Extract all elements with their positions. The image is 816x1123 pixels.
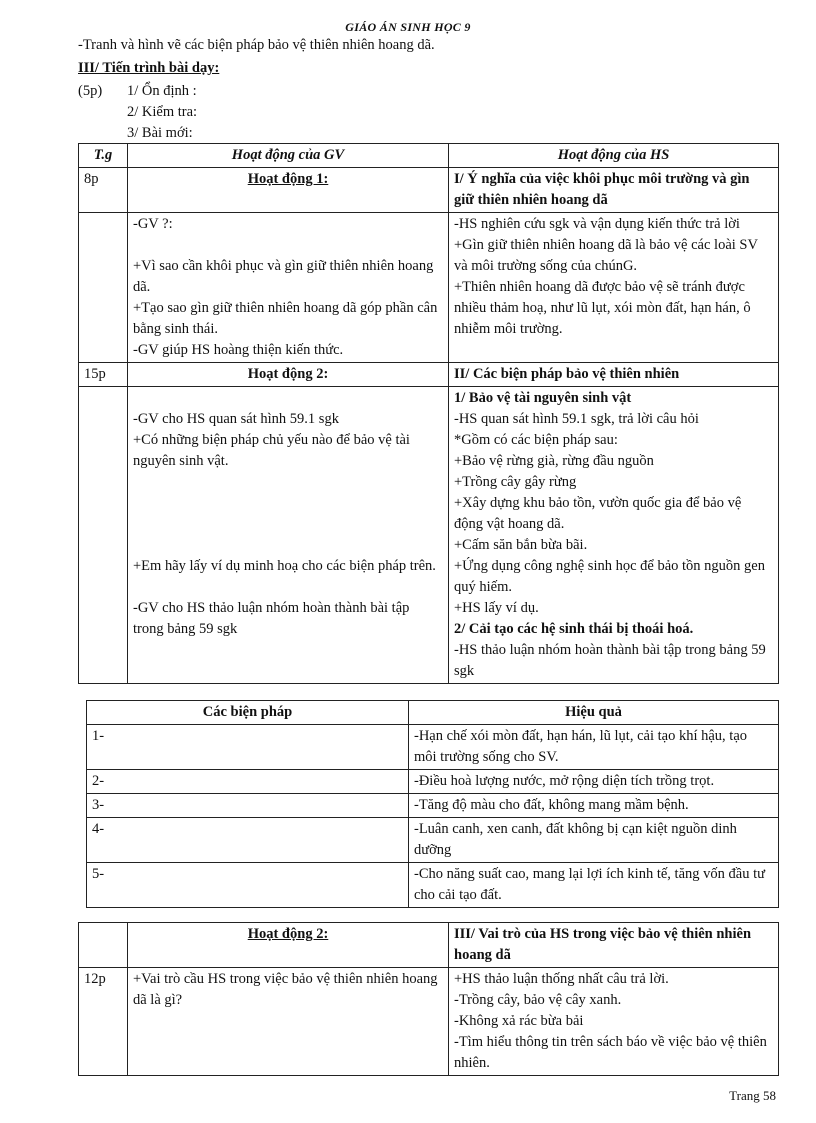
gv-line: +Tạo sao gìn giữ thiên nhiên hoang dã góp phần cân bằng sinh thái. — [133, 300, 438, 337]
time-cell: 8p — [79, 168, 128, 213]
hs-line: -HS nghiên cứu sgk và vận dụng kiến thức trả lời — [454, 216, 740, 232]
hs-line: +Xây dựng khu bảo tồn, vườn quốc gia để bảo vệ động vật hoang dã. — [454, 495, 742, 532]
time-cell — [79, 387, 128, 684]
col-header-effect: Hiệu quả — [409, 701, 779, 725]
effect-cell: -Điều hoà lượng nước, mở rộng diện tích trồng trọt. — [409, 770, 779, 794]
hs-line: +HS thảo luận thống nhất câu trả lời. — [454, 971, 669, 987]
hs-cell — [449, 968, 779, 1076]
gv-line: +Có những biện pháp chủ yếu nào để bảo vệ tài nguyên sinh vật. — [133, 432, 410, 469]
table-row — [87, 863, 779, 908]
measure-cell: 1- — [87, 725, 409, 770]
spacer — [133, 577, 443, 598]
spacer — [133, 235, 443, 256]
table-row — [79, 968, 779, 1076]
table-row — [87, 794, 779, 818]
activity-title: Hoạt động 2: — [247, 926, 329, 942]
hs-line: +Cấm săn bắn bừa bãi. — [454, 537, 588, 553]
col-header-time: T.g — [79, 144, 128, 168]
gv-cell — [128, 213, 449, 363]
step-kiem-tra: 2/ Kiểm tra: — [127, 104, 198, 120]
hs-subheading: 2/ Cải tạo các hệ sinh thái bị thoái hoá. — [454, 621, 694, 637]
col-header-hs: Hoạt động của HS — [449, 144, 779, 168]
gv-line: -GV cho HS quan sát hình 59.1 sgk — [133, 411, 339, 427]
gv-cell — [128, 923, 449, 968]
table-row — [79, 363, 779, 387]
hs-cell — [449, 387, 779, 684]
gv-line: -GV ?: — [133, 216, 173, 232]
hs-line: +Thiên nhiên hoang dã được bảo vệ sẽ tránh được nhiều thảm hoạ, như lũ lụt, xói mòn đất, hạn hán, ô nhiễm môi trường. — [454, 279, 751, 337]
col-header-measures: Các biện pháp — [87, 701, 409, 725]
page-header: GIÁO ÁN SINH HỌC 9 — [345, 20, 471, 34]
hs-cell — [449, 213, 779, 363]
effect-cell: -Tăng độ màu cho đất, không mang mầm bệnh. — [409, 794, 779, 818]
gv-line: -GV cho HS thảo luận nhóm hoàn thành bài tập trong bảng 59 sgk — [133, 600, 410, 637]
step-bai-moi: 3/ Bài mới: — [127, 125, 193, 141]
effect-cell: -Hạn chế xói mòn đất, hạn hán, lũ lụt, cải tạo khí hậu, tạo môi trường sống cho SV. — [409, 725, 779, 770]
measures-table-header — [87, 701, 779, 725]
measure-cell: 3- — [87, 794, 409, 818]
hs-cell: III/ Vai trò của HS trong việc bảo vệ thiên nhiên hoang dã — [449, 923, 779, 968]
hs-line: -Trồng cây, bảo vệ cây xanh. — [454, 992, 622, 1008]
materials-line: -Tranh và hình vẽ các biện pháp bảo vệ thiên nhiên hoang dã. — [78, 37, 435, 53]
spacer — [133, 388, 443, 409]
hs-cell: II/ Các biện pháp bảo vệ thiên nhiên — [449, 363, 779, 387]
hs-cell: I/ Ý nghĩa của việc khôi phục môi trường và gìn giữ thiên nhiên hoang dã — [449, 168, 779, 213]
gv-cell — [128, 168, 449, 213]
time-cell — [79, 213, 128, 363]
time-cell: 15p — [79, 363, 128, 387]
gv-line: -GV giúp HS hoàng thiện kiến thức. — [133, 342, 344, 358]
hs-line: +HS lấy ví dụ. — [454, 600, 539, 616]
measure-cell: 4- — [87, 818, 409, 863]
gv-cell: +Vai trò cầu HS trong việc bảo vệ thiên nhiên hoang dã là gì? — [128, 968, 449, 1076]
hs-line: +Trồng cây gây rừng — [454, 474, 577, 490]
hs-line: +Bảo vệ rừng già, rừng đầu nguồn — [454, 453, 654, 469]
time-cell — [79, 923, 128, 968]
table-row — [87, 818, 779, 863]
hs-line: +Gìn giữ thiên nhiên hoang dã là bảo vệ các loài SV và môi trường sống của chúnG. — [454, 237, 758, 274]
intro-time: (5p) — [78, 83, 103, 99]
table-row — [79, 168, 779, 213]
col-header-gv: Hoạt động của GV — [128, 144, 449, 168]
hs-line: -HS thảo luận nhóm hoàn thành bài tập trong bảng 59 sgk — [454, 642, 766, 679]
lesson-table — [78, 143, 779, 684]
table-row — [79, 923, 779, 968]
page-number: Trang 58 — [729, 1088, 776, 1103]
hs-line: *Gồm có các biện pháp sau: — [454, 432, 618, 448]
step-on-dinh: 1/ Ổn định : — [127, 83, 197, 99]
measure-cell: 2- — [87, 770, 409, 794]
table-row — [79, 213, 779, 363]
gv-cell: Hoạt động 2: — [128, 363, 449, 387]
table-row — [87, 725, 779, 770]
lesson-table-header — [79, 144, 779, 168]
effect-cell: -Cho năng suất cao, mang lại lợi ích kinh tế, tăng vốn đầu tư cho cải tạo đất. — [409, 863, 779, 908]
measures-table — [86, 700, 779, 908]
hs-line: -Không xả rác bừa bải — [454, 1013, 584, 1029]
spacer — [133, 472, 443, 556]
role-table — [78, 922, 779, 1076]
gv-line: +Em hãy lấy ví dụ minh hoạ cho các biện pháp trên. — [133, 558, 436, 574]
gv-line: +Vì sao cần khôi phục và gìn giữ thiên nhiên hoang dã. — [133, 258, 434, 295]
measure-cell: 5- — [87, 863, 409, 908]
effect-cell: -Luân canh, xen canh, đất không bị cạn kiệt nguồn dinh dưỡng — [409, 818, 779, 863]
table-row — [87, 770, 779, 794]
hs-line: -Tìm hiểu thông tin trên sách báo về việc bảo vệ thiên nhiên. — [454, 1034, 767, 1071]
time-cell: 12p — [79, 968, 128, 1076]
hs-line: +Ứng dụng công nghệ sinh học để bảo tồn nguồn gen quý hiếm. — [454, 558, 765, 595]
gv-cell — [128, 387, 449, 684]
section-title: III/ Tiến trình bài dạy: — [78, 60, 220, 76]
hs-line: -HS quan sát hình 59.1 sgk, trả lời câu hỏi — [454, 411, 699, 427]
table-row — [79, 387, 779, 684]
hs-subheading: 1/ Bảo vệ tài nguyên sinh vật — [454, 390, 632, 406]
activity-title: Hoạt động 1: — [247, 171, 329, 187]
